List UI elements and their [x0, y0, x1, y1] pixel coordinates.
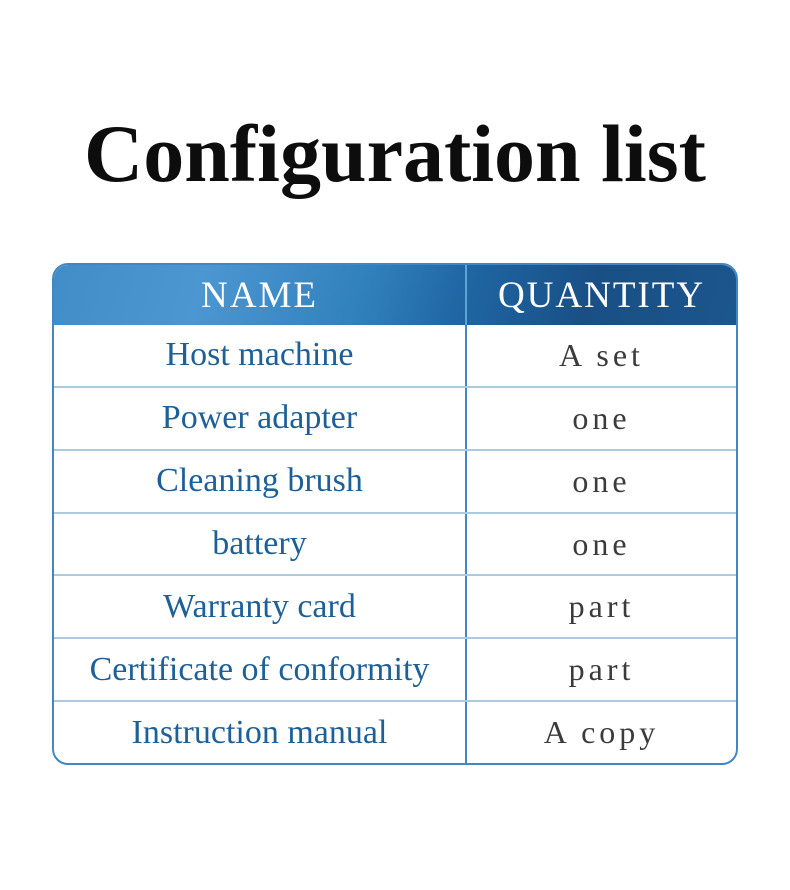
table-row — [54, 700, 736, 763]
configuration-table — [52, 263, 738, 765]
row-quantity: part — [568, 588, 635, 625]
row-quantity: one — [572, 525, 631, 562]
page-title: Configuration list — [84, 108, 706, 199]
row-quantity: A set — [559, 336, 644, 373]
row-name: Power adapter — [54, 388, 467, 449]
row-quantity: one — [572, 399, 631, 436]
table-row — [54, 512, 736, 575]
table-header-row — [54, 265, 736, 325]
row-name: Warranty card — [54, 576, 467, 637]
row-name: Certificate of conformity — [54, 639, 467, 700]
table-row — [54, 574, 736, 637]
table-row — [54, 637, 736, 700]
row-name: Cleaning brush — [54, 451, 467, 512]
table-row — [54, 325, 736, 386]
table-row — [54, 386, 736, 449]
row-name: Instruction manual — [54, 702, 467, 763]
table-row — [54, 449, 736, 512]
row-name: battery — [54, 514, 467, 575]
row-quantity: one — [572, 462, 631, 499]
header-cell-quantity: QUANTITY — [497, 274, 706, 316]
row-name: Host machine — [54, 325, 467, 386]
row-quantity: A copy — [543, 714, 660, 751]
header-cell-name: NAME — [54, 265, 467, 325]
row-quantity: part — [568, 651, 635, 688]
